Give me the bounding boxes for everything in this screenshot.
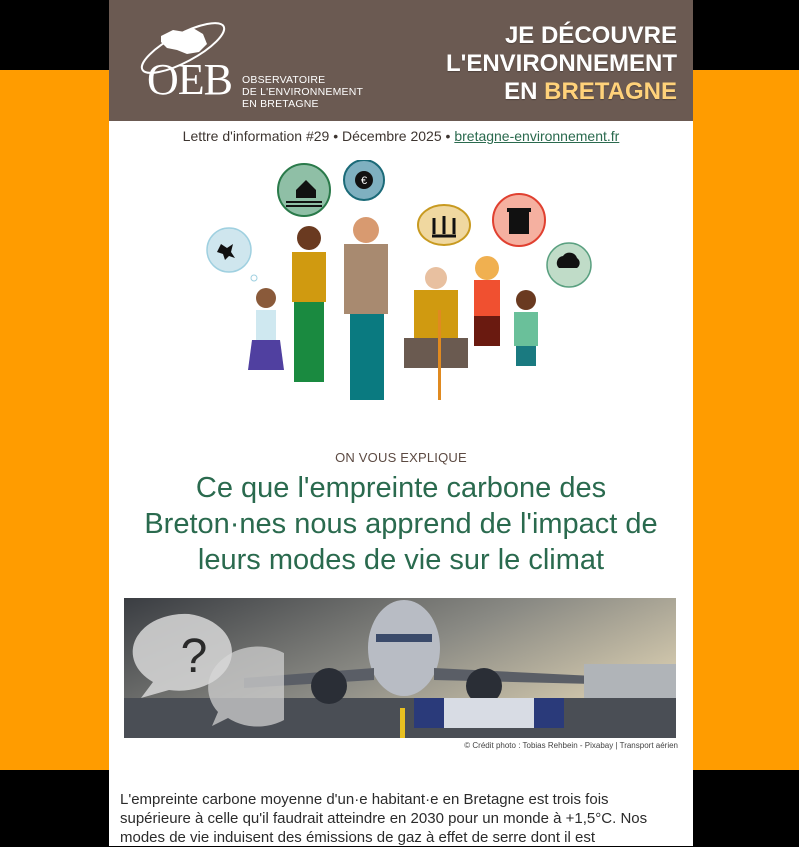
- euro-icon: [344, 160, 384, 200]
- issue-meta: [109, 128, 693, 144]
- tagline-accent: BRETAGNE: [544, 78, 677, 105]
- people-illustration: [204, 160, 604, 410]
- logo-line: EN BRETAGNE: [242, 98, 319, 110]
- newsletter-column: [109, 0, 693, 846]
- svg-text:?: ?: [180, 630, 208, 683]
- trash-bin-icon: [493, 194, 545, 246]
- people-group: [248, 217, 538, 400]
- tagline-prefix: EN: [504, 78, 545, 105]
- frog-icon: [207, 228, 257, 281]
- crops-icon: [418, 205, 470, 245]
- logo-line: OBSERVATOIRE: [242, 74, 326, 86]
- newsletter-header: [109, 0, 693, 121]
- issue-date: Décembre 2025: [342, 128, 442, 144]
- tagline-line: L'ENVIRONNEMENT: [445, 50, 677, 77]
- logo-line: DE L'ENVIRONNEMENT: [242, 86, 364, 98]
- flood-house-icon: [278, 164, 330, 216]
- article-photo[interactable]: [124, 598, 676, 738]
- question-bubble-icon: [124, 598, 284, 738]
- header-tagline: [446, 22, 677, 106]
- storm-cloud-icon: [547, 243, 591, 287]
- issue-number: Lettre d'information #29: [182, 128, 330, 144]
- section-kicker: ON VOUS EXPLIQUE: [335, 450, 467, 465]
- tagline-line: [446, 78, 677, 106]
- svg-text:€: €: [360, 175, 368, 187]
- separator: •: [329, 128, 343, 144]
- tagline-line: JE DÉCOUVRE: [504, 22, 677, 49]
- article-title[interactable]: Ce que l'empreinte carbone des Breton·nes nous apprend de l'impact de leurs modes de vie sur le climat: [144, 472, 658, 576]
- article-body: L'empreinte carbone moyenne d'un·e habitant·e en Bretagne est trois fois supérieure à celle qu'il faudrait atteindre en 2030 pour un monde à +1,5°C. Nos modes de vie induisent des émissions de gaz à effet de serre dont il est: [120, 791, 648, 846]
- logo-acronym: OEB: [147, 55, 232, 104]
- website-link[interactable]: bretagne-environnement.fr: [454, 128, 620, 144]
- oeb-logo[interactable]: [133, 14, 373, 110]
- logo-wordmark: [242, 74, 363, 110]
- photo-credit: © Crédit photo : Tobias Rehbein - Pixabay | Transport aérien: [464, 741, 678, 750]
- separator: •: [441, 128, 455, 144]
